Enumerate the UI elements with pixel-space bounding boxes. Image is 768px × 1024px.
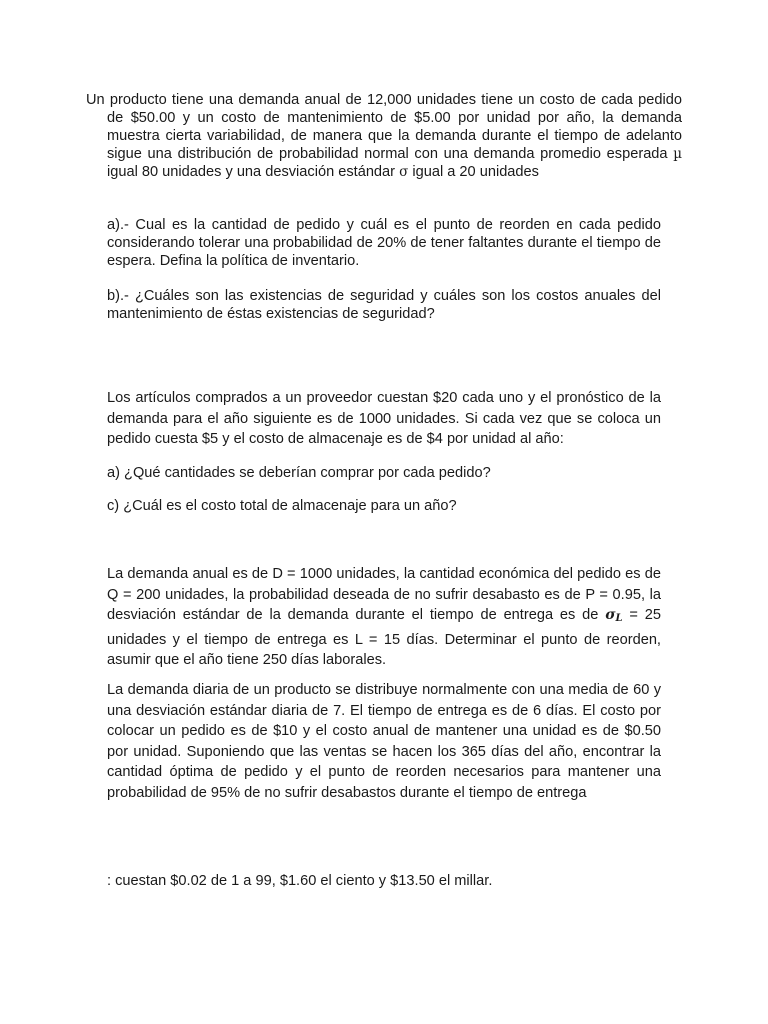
problem-2-part-c: c) ¿Cuál es el costo total de almacenaje para un año?: [107, 498, 457, 514]
problem-1-part-a: a).- Cual es la cantidad de pedido y cuál es el punto de reorden en cada pedido considerando tolerar una probabilidad de 20% de tener faltantes durante el tiempo de espera. Defina la política de inventario.: [107, 217, 661, 269]
problem-3-text-1: La demanda anual es de D = 1000 unidades, la cantidad económica del pedido es de Q = 200 unidades, la probabilidad deseada de no sufrir desabasto es de P = 0.95, la desviación estándar de la demanda durante el tiempo de entrega es de: [107, 566, 661, 623]
problem-1-part-b: b).- ¿Cuáles son las existencias de seguridad y cuáles son los costos anuales del mantenimiento de éstas existencias de seguridad?: [107, 288, 661, 322]
problem-1-statement: [86, 91, 682, 181]
problem-2-part-a: a) ¿Qué cantidades se deberían comprar por cada pedido?: [107, 465, 491, 481]
problem-3-text-2: = 25 unidades y el tiempo de entrega es L = 15 días. Determinar el punto de reorden, asumir que el año tiene 250 días laborales.: [107, 607, 661, 668]
problem-1-text-2: igual 80 unidades y una desviación estándar: [107, 164, 400, 180]
problem-1-text-3: igual a 20 unidades: [408, 164, 539, 180]
problem-3-statement: [107, 564, 661, 671]
sigma-l-symbol: $\sigma_L$: [605, 607, 623, 624]
price-fragment: : cuestan $0.02 de 1 a 99, $1.60 el ciento y $13.50 el millar.: [107, 873, 493, 889]
problem-1-text-1: Un producto tiene una demanda anual de 12,000 unidades tiene un costo de cada pedido de $50.00 y un costo de mantenimiento de $5.00 por unidad por año, la demanda muestra cierta variabilidad, de manera que la demanda durante el tiempo de adelanto sigue una distribución de probabilidad normal con una demanda promedio esperada: [86, 92, 682, 162]
mu-symbol: µ: [673, 146, 682, 162]
sigma-symbol: σ: [399, 164, 409, 180]
problem-4-statement: La demanda diaria de un producto se distribuye normalmente con una media de 60 y una desviación estándar diaria de 7. El tiempo de entrega es de 6 días. El costo por colocar un pedido es de $10 y el costo anual de mantener una unidad es de $0.50 por unidad. Suponiendo que las ventas se hacen los 365 días del año, encontrar la cantidad óptima de pedido y el punto de reorden necesarios para mantener una probabilidad de 95% de no sufrir desabastos durante el tiempo de entrega: [107, 682, 661, 801]
problem-2-statement: Los artículos comprados a un proveedor cuestan $20 cada uno y el pronóstico de la demanda para el año siguiente es de 1000 unidades. Si cada vez que se coloca un pedido cuesta $5 y el costo de almacenaje es de $4 por unidad al año:: [107, 390, 661, 447]
